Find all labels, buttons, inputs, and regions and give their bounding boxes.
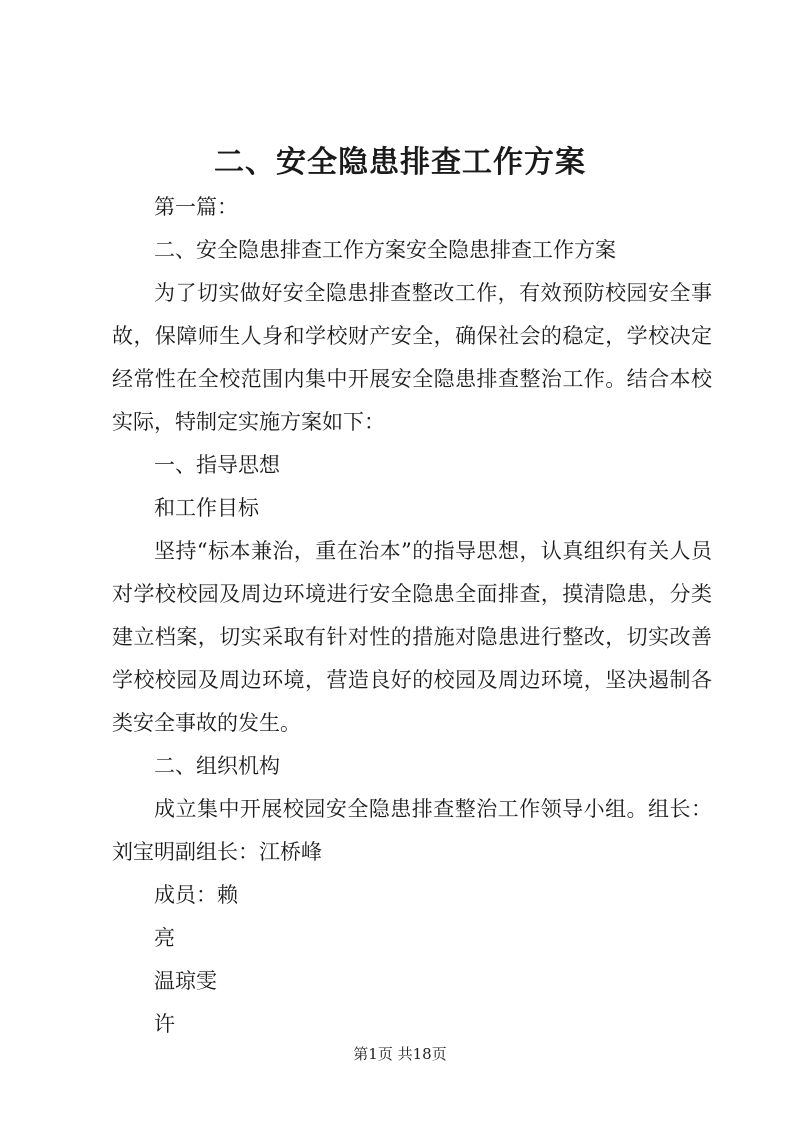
paragraph-part-heading: 第一篇： <box>154 195 238 219</box>
page-footer <box>0 1044 800 1064</box>
paragraph-member-line: 温琼雯 <box>154 969 217 993</box>
paragraph-guiding-principle: 坚持“标本兼治，重在治本”的指导思想，认真组织有关人员对学校校园及周边环境进行安全隐患全面排查，摸清隐患，分类建立档案，切实采取有针对性的措施对隐患进行整改，切实改善学校校园及周边环境，营造良好的校园及周边环境，坚决遏制各类安全事故的发生。 <box>112 539 712 735</box>
paragraph-subtitle: 二、安全隐患排查工作方案安全隐患排查工作方案 <box>154 238 616 262</box>
section-heading-organization: 二、组织机构 <box>154 754 280 778</box>
section-heading-guiding-ideology: 一、指导思想 <box>154 453 280 477</box>
footer-suffix: 页 <box>431 1045 447 1063</box>
paragraph-intro: 为了切实做好安全隐患排查整改工作，有效预防校园安全事故，保障师生人身和学校财产安全，确保社会的稳定，学校决定经常性在全校范围内集中开展安全隐患排查整治工作。结合本校实际，特制定实施方案如下： <box>112 281 712 434</box>
paragraph-leadership-group: 成立集中开展校园安全隐患排查整治工作领导小组。组长：刘宝明副组长：江桥峰 <box>112 797 712 864</box>
footer-page-number: 1 <box>368 1045 378 1063</box>
footer-prefix: 第 <box>353 1045 369 1063</box>
section-heading-work-goals: 和工作目标 <box>154 496 259 520</box>
paragraph-member-line: 许 <box>154 1012 175 1036</box>
paragraph-members: 成员：赖 <box>154 883 238 907</box>
document-body <box>112 186 712 1046</box>
paragraph-member-line: 亮 <box>154 926 175 950</box>
footer-mid: 页 共 <box>377 1045 413 1063</box>
document-title: 二、安全隐患排查工作方案 <box>214 145 586 180</box>
footer-total-pages: 18 <box>412 1045 432 1063</box>
